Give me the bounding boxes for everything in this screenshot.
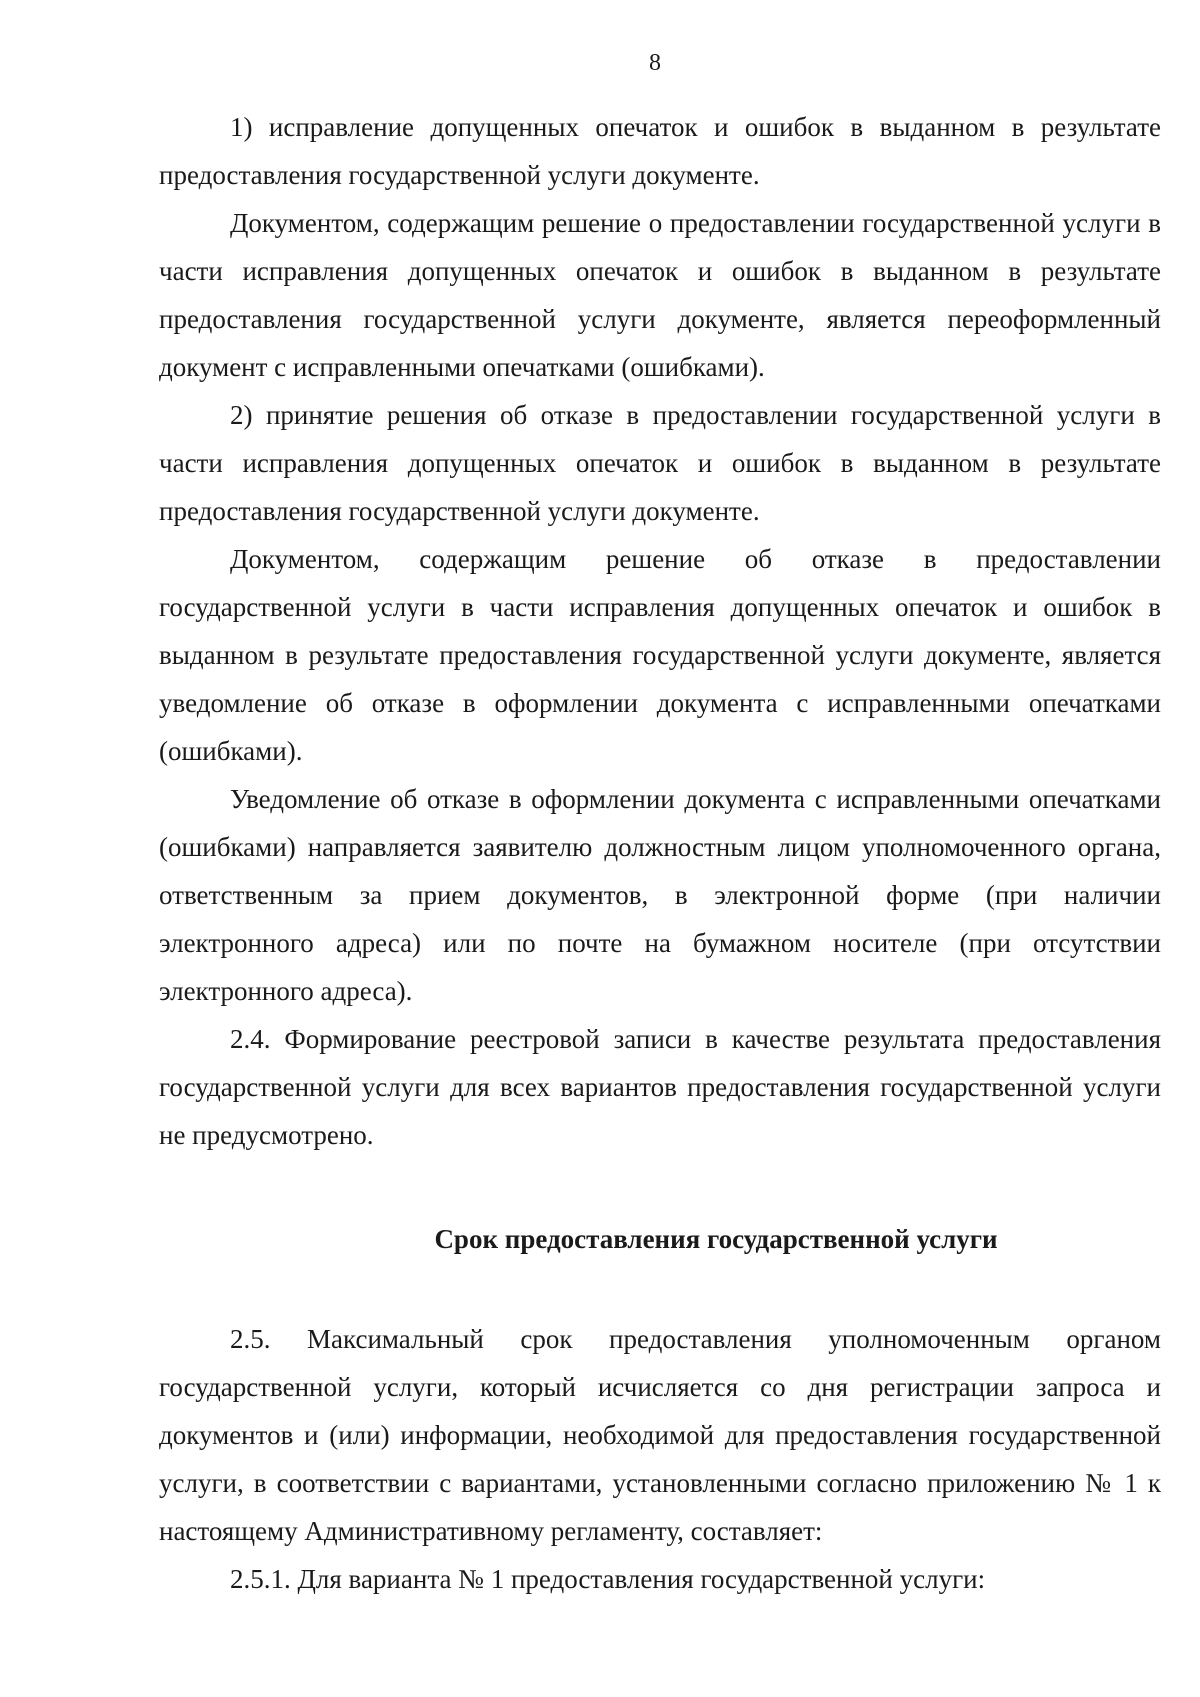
paragraph-refusal-document: Документом, содержащим решение об отказе в предоставлении государственной услуги в части исправления допущенных опечаток и ошибок в выданном в результате предоставления государственной услуги документе, является уведомление об отказе в оформлении документа с исправленными опечатками (ошибками).	[159, 544, 1161, 766]
paragraph-correction-item-2: 2) принятие решения об отказе в предоставлении государственной услуги в части исправления допущенных опечаток и ошибок в выданном в результате предоставления государственной услуги документе.	[159, 400, 1161, 526]
paragraph-refusal-notification: Уведомление об отказе в оформлении документа с исправленными опечатками (ошибками) направляется заявителю должностным лицом уполномоченного органа, ответственным за прием документов, в электронной форме (при наличии электронного адреса) или по почте на бумажном носителе (при отсутствии электронного адреса).	[159, 784, 1161, 1006]
section-heading: Срок предоставления государственной услуги	[434, 1224, 998, 1254]
paragraph-decision-document: Документом, содержащим решение о предоставлении государственной услуги в части исправления допущенных опечаток и ошибок в выданном в результате предоставления государственной услуги документе, является переоформленный документ с исправленными опечатками (ошибками).	[159, 208, 1161, 382]
document-body	[159, 103, 1161, 1603]
paragraph-section-2-4: 2.4. Формирование реестровой записи в качестве результата предоставления государственной услуги для всех вариантов предоставления государственной услуги не предусмотрено.	[159, 1024, 1161, 1150]
page-number: 8	[649, 50, 661, 76]
paragraph-section-2-5-1: 2.5.1. Для варианта № 1 предоставления государственной услуги:	[230, 1564, 986, 1594]
paragraph-section-2-5: 2.5. Максимальный срок предоставления уполномоченным органом государственной услуги, который исчисляется со дня регистрации запроса и документов и (или) информации, необходимой для предоставления государственной услуги, в соответствии с вариантами, установленными согласно приложению № 1 к настоящему Административному регламенту, составляет:	[159, 1324, 1161, 1546]
paragraph-correction-item-1: 1) исправление допущенных опечаток и ошибок в выданном в результате предоставления государственной услуги документе.	[159, 112, 1161, 190]
